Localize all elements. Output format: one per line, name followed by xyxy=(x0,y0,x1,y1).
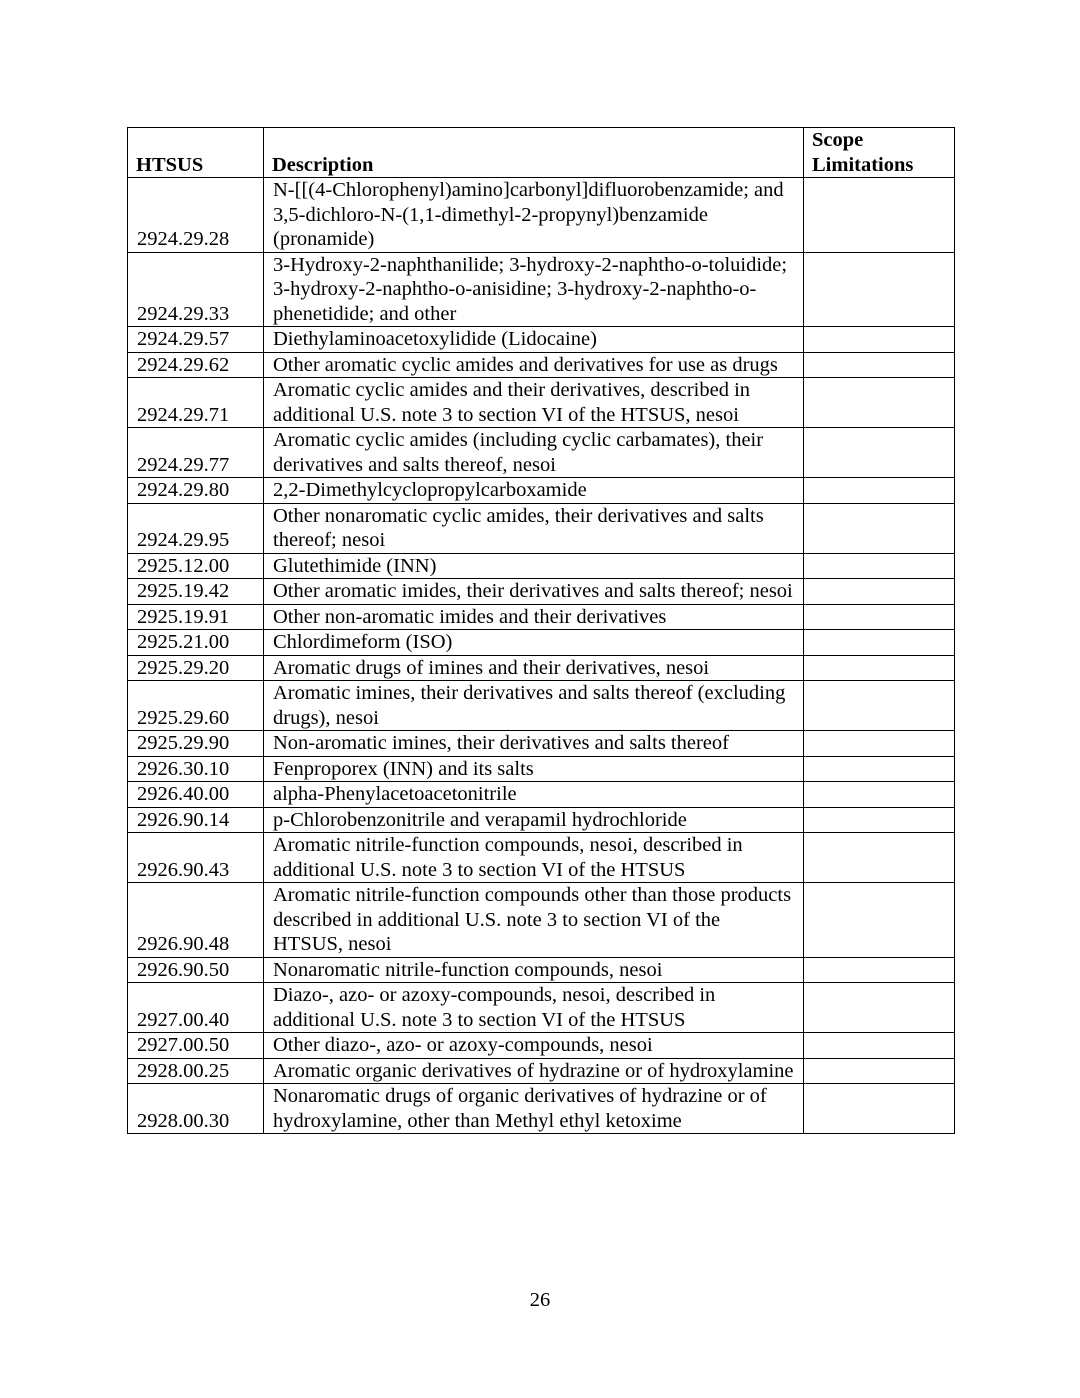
scope-limitations-cell xyxy=(804,378,955,428)
htsus-code: 2924.29.28 xyxy=(128,178,264,253)
htsus-code: 2926.90.14 xyxy=(128,807,264,833)
scope-limitations-cell xyxy=(804,1058,955,1084)
description-cell: Aromatic cyclic amides and their derivatives, described in additional U.S. note 3 to section VI of the HTSUS, nesoi xyxy=(264,378,804,428)
htsus-code: 2928.00.30 xyxy=(128,1084,264,1134)
table-row xyxy=(128,352,955,378)
htsus-code: 2925.19.42 xyxy=(128,579,264,605)
table-row xyxy=(128,428,955,478)
scope-limitations-cell xyxy=(804,1033,955,1059)
htsus-code: 2927.00.50 xyxy=(128,1033,264,1059)
htsus-code: 2928.00.25 xyxy=(128,1058,264,1084)
header-row xyxy=(128,128,955,178)
htsus-code: 2925.21.00 xyxy=(128,630,264,656)
description-cell: Aromatic cyclic amides (including cyclic carbamates), their derivatives and salts thereof, nesoi xyxy=(264,428,804,478)
scope-limitations-cell xyxy=(804,178,955,253)
scope-limitations-cell xyxy=(804,756,955,782)
table-row xyxy=(128,503,955,553)
scope-limitations-cell xyxy=(804,327,955,353)
htsus-code: 2925.29.90 xyxy=(128,731,264,757)
table-body xyxy=(128,178,955,1134)
scope-limitations-cell xyxy=(804,630,955,656)
htsus-code: 2926.30.10 xyxy=(128,756,264,782)
description-cell: Other diazo-, azo- or azoxy-compounds, nesoi xyxy=(264,1033,804,1059)
description-cell: Diethylaminoacetoxylidide (Lidocaine) xyxy=(264,327,804,353)
table-row xyxy=(128,833,955,883)
scope-limitations-cell xyxy=(804,983,955,1033)
htsus-code: 2924.29.57 xyxy=(128,327,264,353)
description-cell: Nonaromatic nitrile-function compounds, nesoi xyxy=(264,957,804,983)
table-row xyxy=(128,378,955,428)
scope-limitations-cell xyxy=(804,252,955,327)
table-row xyxy=(128,681,955,731)
header-scope-limitations: Scope Limitations xyxy=(804,128,955,178)
description-cell: 2,2-Dimethylcyclopropylcarboxamide xyxy=(264,478,804,504)
htsus-code: 2924.29.62 xyxy=(128,352,264,378)
description-cell: Aromatic nitrile-function compounds other than those products described in additional U.S. note 3 to section VI of the HTSUS, nesoi xyxy=(264,883,804,958)
description-cell: N-[[(4-Chlorophenyl)amino]carbonyl]difluorobenzamide; and 3,5-dichloro-N-(1,1-dimethyl-2-propynyl)benzamide (pronamide) xyxy=(264,178,804,253)
hts-table xyxy=(127,127,955,1134)
scope-limitations-cell xyxy=(804,579,955,605)
htsus-code: 2924.29.77 xyxy=(128,428,264,478)
description-cell: Aromatic imines, their derivatives and salts thereof (excluding drugs), nesoi xyxy=(264,681,804,731)
scope-limitations-cell xyxy=(804,604,955,630)
htsus-code: 2926.40.00 xyxy=(128,782,264,808)
table-row xyxy=(128,579,955,605)
htsus-code: 2925.12.00 xyxy=(128,553,264,579)
table-row xyxy=(128,252,955,327)
description-cell: p-Chlorobenzonitrile and verapamil hydrochloride xyxy=(264,807,804,833)
description-cell: Other nonaromatic cyclic amides, their derivatives and salts thereof; nesoi xyxy=(264,503,804,553)
table-row xyxy=(128,478,955,504)
table-row xyxy=(128,957,955,983)
scope-limitations-cell xyxy=(804,428,955,478)
table-row xyxy=(128,807,955,833)
header-description: Description xyxy=(264,128,804,178)
description-cell: Fenproporex (INN) and its salts xyxy=(264,756,804,782)
table-row xyxy=(128,630,955,656)
scope-limitations-cell xyxy=(804,957,955,983)
htsus-code: 2925.19.91 xyxy=(128,604,264,630)
table-row xyxy=(128,1058,955,1084)
table-row xyxy=(128,883,955,958)
scope-limitations-cell xyxy=(804,833,955,883)
htsus-code: 2924.29.71 xyxy=(128,378,264,428)
description-cell: Chlordimeform (ISO) xyxy=(264,630,804,656)
htsus-code: 2926.90.48 xyxy=(128,883,264,958)
scope-limitations-cell xyxy=(804,655,955,681)
table-row xyxy=(128,782,955,808)
description-cell: alpha-Phenylacetoacetonitrile xyxy=(264,782,804,808)
description-cell: Aromatic drugs of imines and their derivatives, nesoi xyxy=(264,655,804,681)
table-row xyxy=(128,553,955,579)
scope-limitations-cell xyxy=(804,503,955,553)
htsus-code: 2925.29.20 xyxy=(128,655,264,681)
scope-limitations-cell xyxy=(804,478,955,504)
table-row xyxy=(128,1033,955,1059)
description-cell: Other aromatic cyclic amides and derivatives for use as drugs xyxy=(264,352,804,378)
htsus-code: 2924.29.80 xyxy=(128,478,264,504)
htsus-code: 2924.29.33 xyxy=(128,252,264,327)
scope-limitations-cell xyxy=(804,681,955,731)
scope-limitations-cell xyxy=(804,553,955,579)
scope-limitations-cell xyxy=(804,1084,955,1134)
table-row xyxy=(128,327,955,353)
htsus-code: 2927.00.40 xyxy=(128,983,264,1033)
scope-limitations-cell xyxy=(804,807,955,833)
description-cell: Non-aromatic imines, their derivatives and salts thereof xyxy=(264,731,804,757)
scope-limitations-cell xyxy=(804,782,955,808)
page-number: 26 xyxy=(529,1289,551,1311)
table-row xyxy=(128,756,955,782)
description-cell: Nonaromatic drugs of organic derivatives of hydrazine or of hydroxylamine, other than Methyl ethyl ketoxime xyxy=(264,1084,804,1134)
table-row xyxy=(128,604,955,630)
header-htsus: HTSUS xyxy=(128,128,264,178)
table-row xyxy=(128,731,955,757)
description-cell: Aromatic organic derivatives of hydrazine or of hydroxylamine xyxy=(264,1058,804,1084)
htsus-code: 2925.29.60 xyxy=(128,681,264,731)
table-row xyxy=(128,1084,955,1134)
htsus-code: 2926.90.43 xyxy=(128,833,264,883)
scope-limitations-cell xyxy=(804,731,955,757)
scope-limitations-cell xyxy=(804,352,955,378)
description-cell: Diazo-, azo- or azoxy-compounds, nesoi, described in additional U.S. note 3 to section VI of the HTSUS xyxy=(264,983,804,1033)
table-row xyxy=(128,178,955,253)
table-row xyxy=(128,983,955,1033)
description-cell: 3-Hydroxy-2-naphthanilide; 3-hydroxy-2-naphtho-o-toluidide; 3-hydroxy-2-naphtho-o-anisidine; 3-hydroxy-2-naphtho-o-phenetidide; and other xyxy=(264,252,804,327)
htsus-code: 2926.90.50 xyxy=(128,957,264,983)
description-cell: Aromatic nitrile-function compounds, nesoi, described in additional U.S. note 3 to section VI of the HTSUS xyxy=(264,833,804,883)
description-cell: Other aromatic imides, their derivatives and salts thereof; nesoi xyxy=(264,579,804,605)
table-row xyxy=(128,655,955,681)
description-cell: Other non-aromatic imides and their derivatives xyxy=(264,604,804,630)
table-header xyxy=(128,128,955,178)
scope-limitations-cell xyxy=(804,883,955,958)
htsus-code: 2924.29.95 xyxy=(128,503,264,553)
description-cell: Glutethimide (INN) xyxy=(264,553,804,579)
